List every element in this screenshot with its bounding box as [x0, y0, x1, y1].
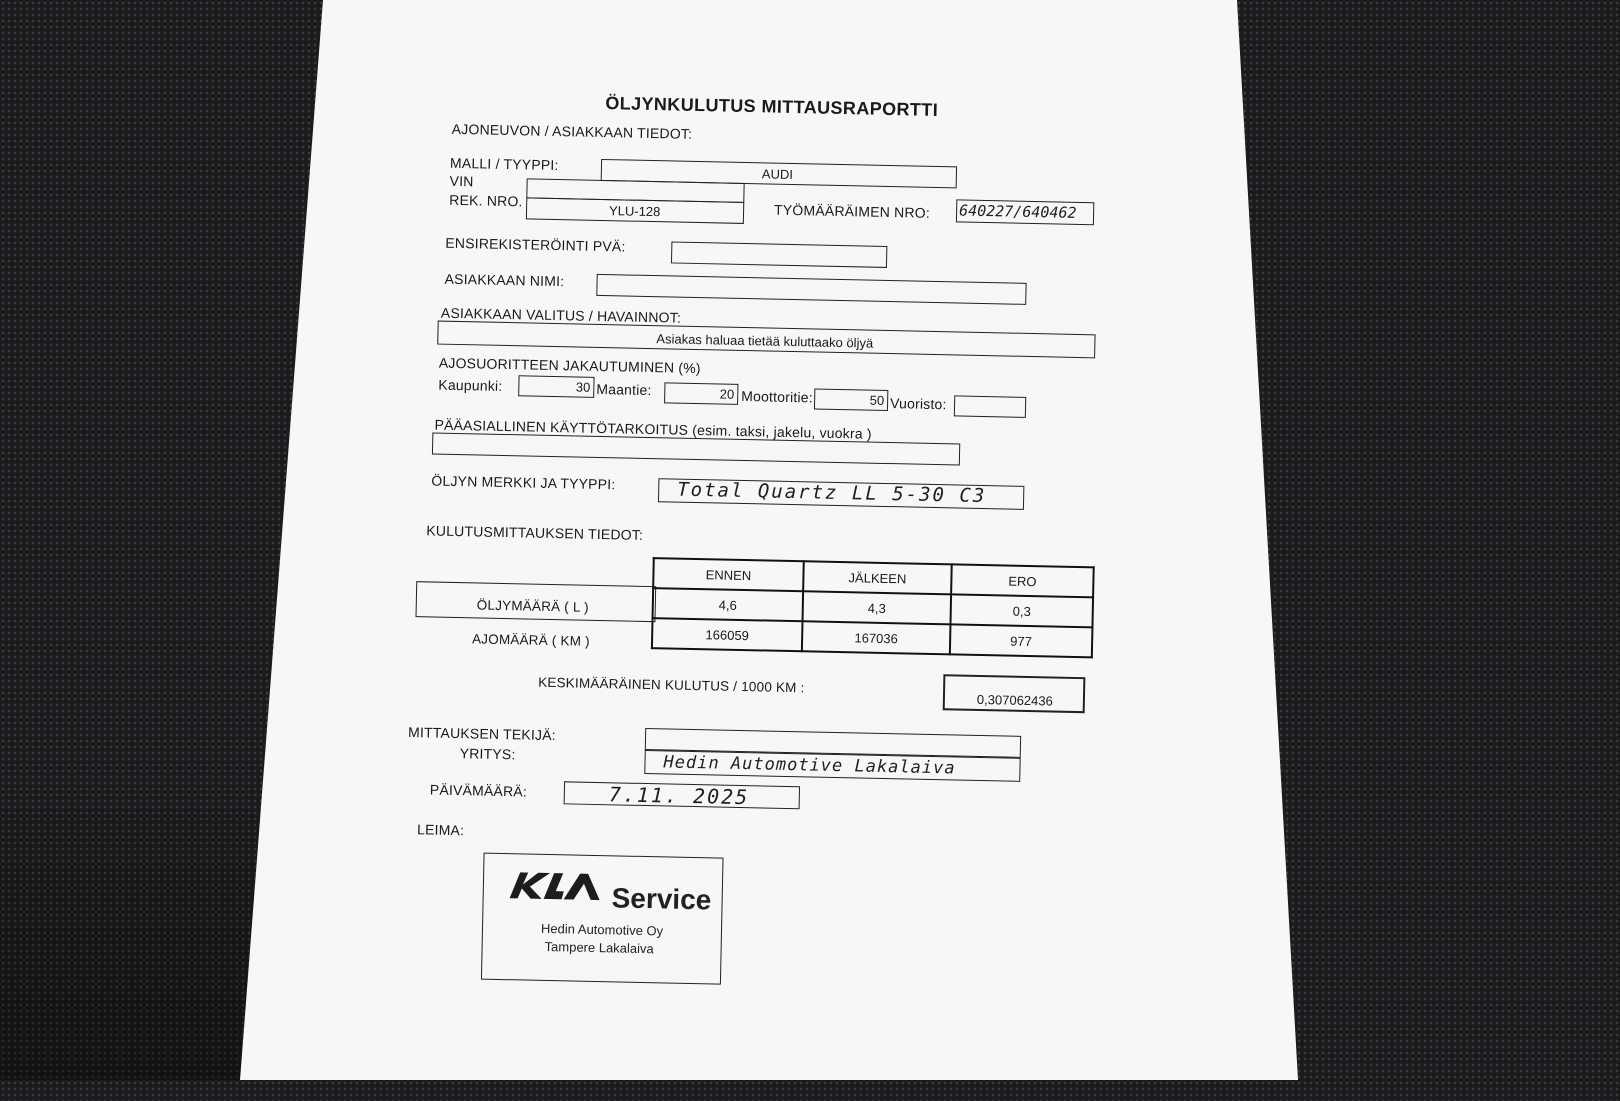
header-diff: ERO — [951, 564, 1094, 597]
measurer-label: MITTAUKSEN TEKIJÄ: — [407, 724, 557, 744]
model-label: MALLI / TYYPPI: — [449, 154, 559, 174]
stamp-line-1: Hedin Automotive Oy — [540, 920, 664, 939]
stamp-label: LEIMA: — [416, 821, 465, 839]
highway-value: 50 — [869, 392, 885, 408]
customer-name-label: ASIAKKAAN NIMI: — [444, 270, 565, 290]
city-value: 30 — [575, 379, 591, 395]
city-label: Kaupunki: — [438, 376, 503, 394]
km-diff: 977 — [950, 624, 1093, 657]
company-stamp — [481, 853, 724, 985]
measurement-table — [651, 557, 1095, 658]
km-amount-label: AJOMÄÄRÄ ( KM ) — [471, 631, 590, 649]
date-label: PÄIVÄMÄÄRÄ: — [429, 781, 528, 800]
customer-name-field[interactable] — [596, 274, 1026, 305]
kia-logo-icon — [506, 868, 607, 904]
highway-label: Moottoritie: — [741, 387, 814, 406]
avg-value: 0,307062436 — [976, 691, 1053, 709]
reg-value: YLU-128 — [608, 203, 661, 220]
oil-diff: 0,3 — [950, 594, 1093, 627]
company-value: Hedin Automotive Lakalaiva — [663, 752, 956, 779]
reg-field[interactable] — [526, 197, 744, 224]
country-label: Maantie: — [596, 380, 652, 399]
km-after: 167036 — [802, 621, 951, 654]
avg-label: KESKIMÄÄRÄINEN KULUTUS / 1000 KM : — [538, 674, 805, 696]
stamp-service-text: Service — [611, 882, 712, 916]
vin-label: VIN — [449, 172, 474, 190]
oil-label: ÖLJYN MERKKI JA TYYPPI: — [431, 472, 616, 493]
mountain-field[interactable] — [954, 395, 1026, 418]
stamp-line-2: Tampere Lakalaiva — [544, 938, 654, 957]
country-field[interactable] — [664, 382, 738, 405]
oil-field[interactable] — [658, 478, 1024, 510]
usage-label: PÄÄASIALLINEN KÄYTTÖTARKOITUS (esim. taksi, jakelu, vuokra ) — [434, 416, 872, 442]
km-before: 166059 — [652, 618, 803, 651]
mountain-label: Vuoristo: — [889, 395, 947, 413]
country-value: 20 — [719, 386, 735, 402]
date-field[interactable] — [564, 781, 800, 809]
usage-field[interactable] — [432, 432, 960, 465]
work-order-field[interactable] — [956, 199, 1094, 225]
header-before: ENNEN — [653, 558, 804, 591]
model-value: AUDI — [761, 166, 794, 182]
first-reg-field[interactable] — [671, 241, 887, 268]
oil-amount-label: ÖLJYMÄÄRÄ ( L ) — [476, 597, 589, 615]
oil-after: 4,3 — [803, 591, 952, 624]
work-order-value: 640227/640462 — [958, 201, 1077, 222]
complaint-label: ASIAKKAAN VALITUS / HAVAINNOT: — [440, 304, 682, 326]
date-value: 7.11. 2025 — [608, 782, 750, 810]
city-field[interactable] — [518, 375, 594, 398]
vehicle-section-label: AJONEUVON / ASIAKKAAN TIEDOT: — [451, 120, 693, 142]
complaint-value: Asiakas haluaa tietää kuluttaako öljyä — [656, 331, 874, 351]
oil-value: Total Quartz LL 5-30 C3 — [677, 478, 987, 508]
company-label: YRITYS: — [459, 745, 516, 763]
complaint-field[interactable] — [437, 321, 1095, 359]
first-reg-label: ENSIREKISTERÖINTI PVÄ: — [445, 234, 626, 255]
oil-before: 4,6 — [653, 588, 804, 621]
measurement-label: KULUTUSMITTAUKSEN TIEDOT: — [426, 522, 644, 543]
work-order-label: TYÖMÄÄRÄIMEN NRO: — [773, 201, 931, 221]
avg-field — [943, 674, 1086, 713]
distribution-label: AJOSUORITTEEN JAKAUTUMINEN (%) — [438, 354, 701, 377]
form-title: ÖLJYNKULUTUS MITTAUSRAPORTTI — [605, 93, 939, 120]
highway-field[interactable] — [814, 388, 888, 411]
reg-label: REK. NRO. — [449, 191, 523, 210]
header-after: JÄLKEEN — [803, 561, 952, 594]
